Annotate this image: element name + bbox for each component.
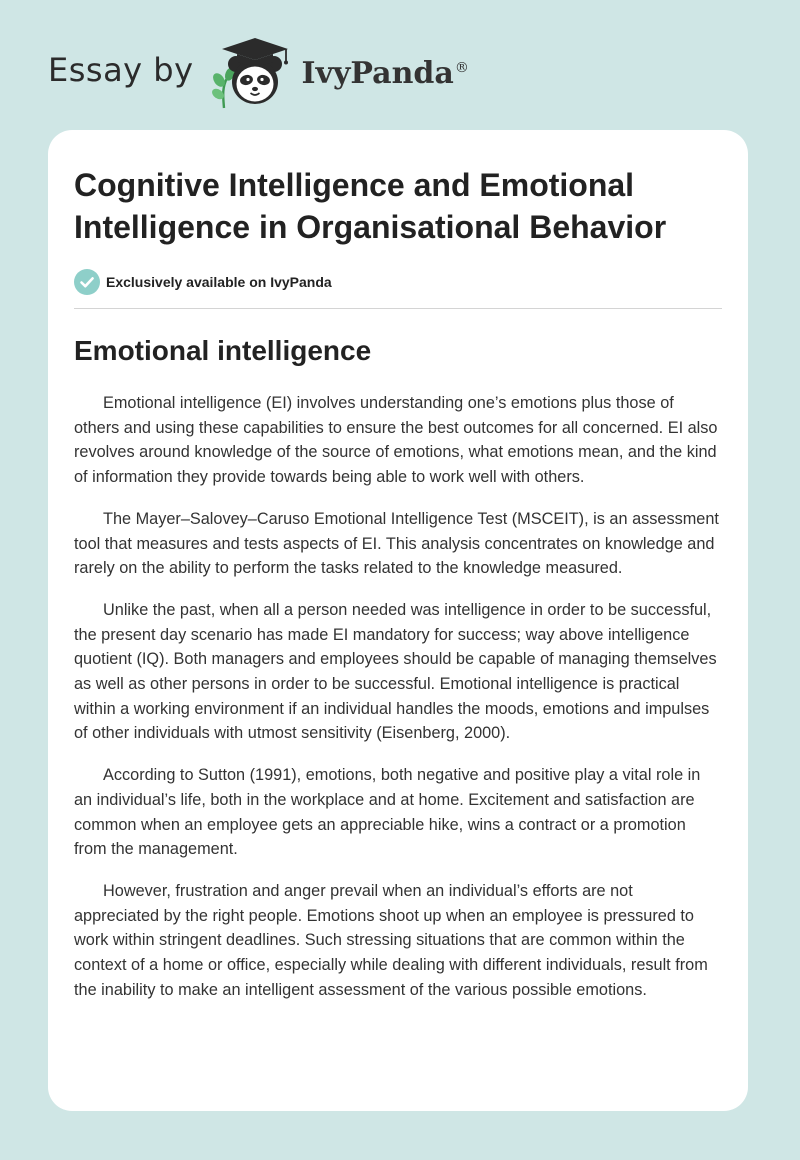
paragraph: The Mayer–Salovey–Caruso Emotional Intelligence Test (MSCEIT), is an assessment tool that measures and tests aspects of EI. This analysis concentrates on knowledge and rarely on the ability to perform the tasks related to the knowledge measured. (74, 509, 719, 578)
registered-mark: ® (454, 59, 469, 76)
exclusive-badge (74, 268, 722, 296)
paragraph: Emotional intelligence (EI) involves understanding one’s emotions plus those of others and using these capabilities to ensure the best outcomes for all concerned. EI also revolves around knowledge of the source of emotions, what emotions mean, and the kind of information they provide towards being able to work well with others. (74, 394, 718, 487)
essay-body (74, 391, 722, 1002)
essay-card (48, 130, 748, 1111)
badge-label: Exclusively available on IvyPanda (106, 274, 332, 290)
essay-by-label: Essay by (48, 51, 194, 89)
site-header (48, 30, 469, 110)
paragraph: However, frustration and anger prevail when an individual’s efforts are not appreciated by the right people. Emotions shoot up when an employee is pressured to work within stringent deadlines. Such stressing situations that are common within the context of a home or office, especially while dealing with different individuals, result from the inability to make an intelligent assessment of the various possible emotions. (74, 881, 708, 999)
section-heading: Emotional intelligence (74, 335, 372, 366)
check-circle-icon (74, 269, 100, 295)
divider (74, 308, 722, 309)
paragraph: According to Sutton (1991), emotions, both negative and positive play a vital role in an individual’s life, both in the workplace and at home. Excitement and satisfaction are common when an employee gets an appreciable hike, wins a contract or a promotion from the management. (74, 766, 701, 859)
page-title: Cognitive Intelligence and Emotional Intelligence in Organisational Behavior (74, 167, 667, 245)
brand-name[interactable]: IvyPanda® (301, 55, 469, 91)
panda-graduate-icon[interactable] (208, 30, 300, 110)
paragraph: Unlike the past, when all a person needed was intelligence in order to be successful, the present day scenario has made EI mandatory for success; way above intelligence quotient (IQ). Both managers and employees should be capable of managing themselves as well as other persons in order to be successful. Emotional intelligence is practical within a working environment if an individual handles the moods, emotions and impulses of other individuals with utmost sensitivity (Eisenberg, 2000). (74, 600, 717, 743)
